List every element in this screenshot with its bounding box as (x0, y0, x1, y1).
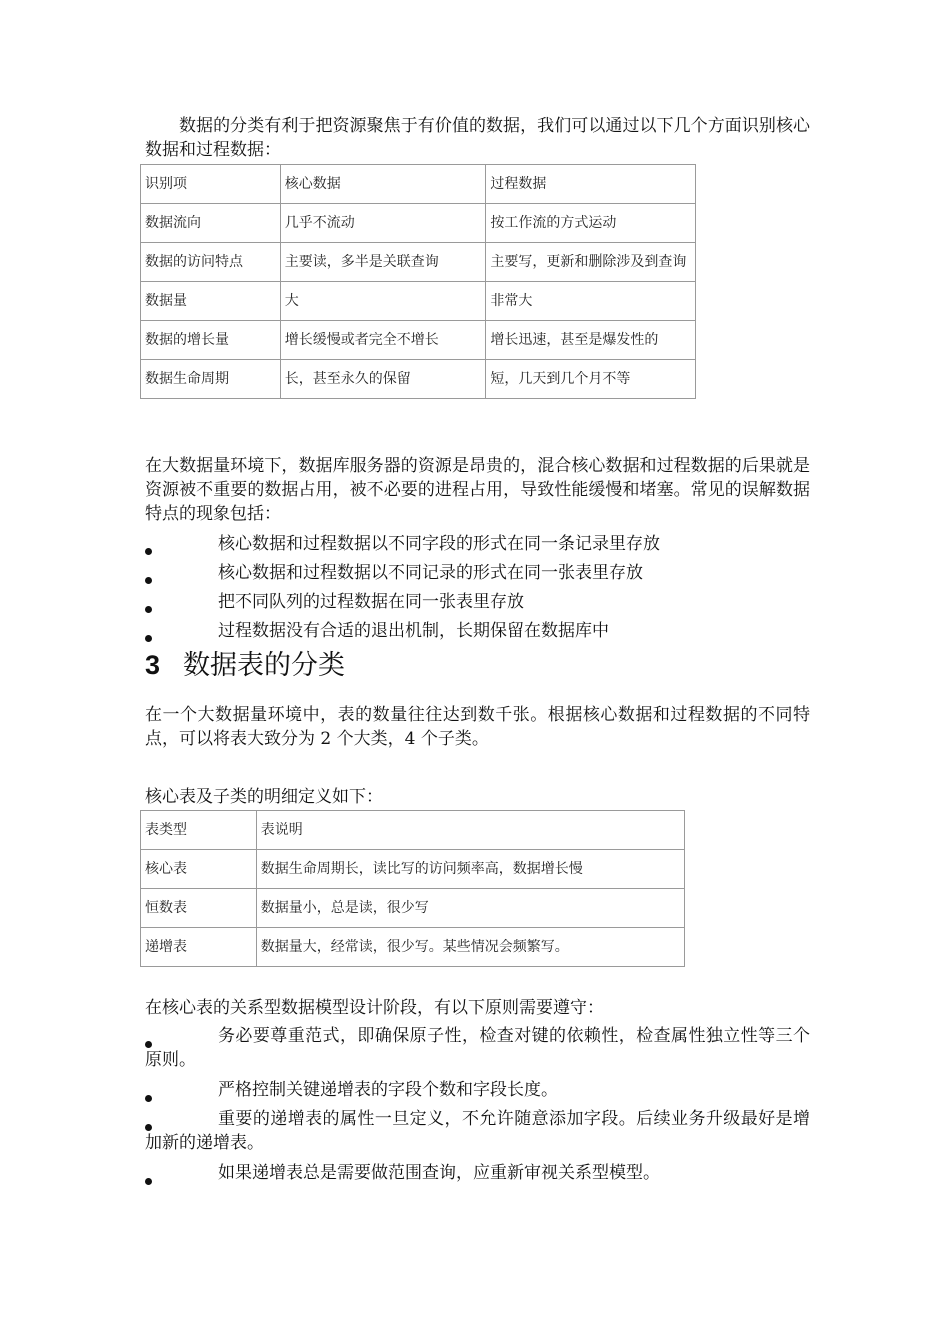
table-header-cell: 核心数据 (280, 165, 486, 204)
table-header-row (141, 811, 685, 850)
table-cell: 数据流向 (141, 204, 281, 243)
table-cell: 长，甚至永久的保留 (280, 360, 486, 399)
table-count-paragraph: 在一个大数据量环境中，表的数量往往达到数千张。根据核心数据和过程数据的不同特点，可以将表大致分为 2 个大类，4 个子类。 (145, 705, 810, 749)
list-item-text: 务必要尊重范式，即确保原子性，检查对键的依赖性，检查属性独立性等三个原则。 (145, 1026, 810, 1070)
table-row (141, 360, 696, 399)
table-cell: 主要读，多半是关联查询 (280, 243, 486, 282)
table-cell: 大 (280, 282, 486, 321)
resource-paragraph: 在大数据量环境下，数据库服务器的资源是昂贵的，混合核心数据和过程数据的后果就是资源被不重要的数据占用，被不必要的进程占用，导致性能缓慢和堵塞。常见的误解数据特点的现象包括： (145, 456, 810, 524)
table-cell: 数据量小，总是读，很少写 (256, 889, 684, 928)
table-row (141, 204, 696, 243)
table-cell: 非常大 (486, 282, 696, 321)
table-cell: 数据生命周期长，读比写的访问频率高，数据增长慢 (256, 850, 684, 889)
table-cell: 主要写，更新和删除涉及到查询 (486, 243, 696, 282)
table-row (141, 243, 696, 282)
table-cell: 增长迅速，甚至是爆发性的 (486, 321, 696, 360)
section-number: 3 (145, 650, 161, 680)
table-cell: 数据量大，经常读，很少写。某些情况会频繁写。 (256, 928, 684, 967)
table-definition-caption: 核心表及子类的明细定义如下： (145, 787, 383, 807)
list-item-text: 过程数据没有合适的退出机制，长期保留在数据库中 (218, 621, 609, 641)
table-row (141, 850, 685, 889)
bullet-icon (145, 548, 152, 555)
list-item (145, 1024, 810, 1072)
table-header-cell: 表说明 (256, 811, 684, 850)
bullet-icon (145, 1095, 152, 1102)
bullet-icon (145, 606, 152, 613)
section-heading (145, 646, 345, 685)
bullet-icon (145, 635, 152, 642)
intro-paragraph: 数据的分类有利于把资源聚焦于有价值的数据，我们可以通过以下几个方面识别核心数据和过程数据： (145, 116, 810, 160)
table-cell: 按工作流的方式运动 (486, 204, 696, 243)
table-cell: 数据量 (141, 282, 281, 321)
table-cell: 数据的访问特点 (141, 243, 281, 282)
section-title: 数据表的分类 (183, 650, 345, 681)
core-vs-process-table (140, 164, 696, 399)
bullet-icon (145, 577, 152, 584)
list-item-text: 把不同队列的过程数据在同一张表里存放 (218, 592, 524, 612)
table-cell: 短，几天到几个月不等 (486, 360, 696, 399)
list-item-text: 严格控制关键递增表的字段个数和字段长度。 (218, 1080, 558, 1100)
table-cell: 增长缓慢或者完全不增长 (280, 321, 486, 360)
table-cell: 核心表 (141, 850, 257, 889)
list-item (145, 1107, 810, 1155)
table-header-cell: 识别项 (141, 165, 281, 204)
bullet-icon (145, 1178, 152, 1185)
table-cell: 递增表 (141, 928, 257, 967)
table-type-table (140, 810, 685, 967)
table-row (141, 282, 696, 321)
list-item-text: 重要的递增表的属性一旦定义，不允许随意添加字段。后续业务升级最好是增加新的递增表。 (145, 1109, 810, 1153)
principles-paragraph: 在核心表的关系型数据模型设计阶段，有以下原则需要遵守： (145, 998, 604, 1018)
table-cell: 几乎不流动 (280, 204, 486, 243)
table-header-row (141, 165, 696, 204)
table-row (141, 321, 696, 360)
table-cell: 数据生命周期 (141, 360, 281, 399)
table-row (141, 889, 685, 928)
list-item-text: 如果递增表总是需要做范围查询，应重新审视关系型模型。 (218, 1163, 660, 1183)
table-header-cell: 过程数据 (486, 165, 696, 204)
list-item-text: 核心数据和过程数据以不同记录的形式在同一张表里存放 (218, 563, 643, 583)
table-cell: 恒数表 (141, 889, 257, 928)
table-cell: 数据的增长量 (141, 321, 281, 360)
table-header-cell: 表类型 (141, 811, 257, 850)
list-item-text: 核心数据和过程数据以不同字段的形式在同一条记录里存放 (218, 534, 660, 554)
table-row (141, 928, 685, 967)
